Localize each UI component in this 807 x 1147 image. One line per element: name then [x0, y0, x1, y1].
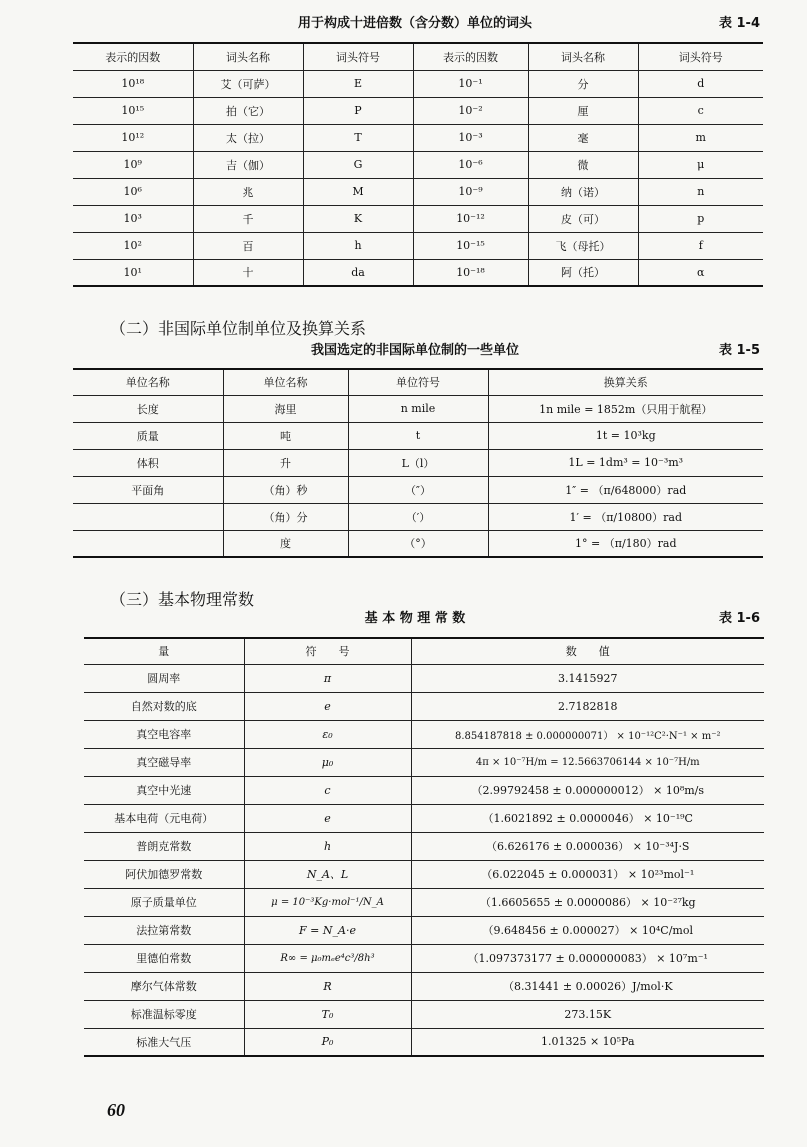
table-cell: 1″ = （π/648000）rad	[488, 476, 763, 503]
table-cell: f	[638, 232, 763, 259]
table-row	[73, 124, 763, 151]
table-cell: 升	[223, 449, 348, 476]
table-1-5-caption	[70, 340, 760, 362]
table-row	[84, 804, 764, 832]
header-cell: 词头符号	[638, 43, 763, 70]
table-cell: E	[303, 70, 413, 97]
table-cell: h	[303, 232, 413, 259]
table-cell: G	[303, 151, 413, 178]
table-cell: 微	[528, 151, 638, 178]
table-cell: 273.15K	[411, 1000, 764, 1028]
table-cell: 3.1415927	[411, 664, 764, 692]
table-cell: 10³	[73, 205, 193, 232]
table-row	[73, 395, 763, 422]
header-cell: 词头名称	[193, 43, 303, 70]
table-cell: 兆	[193, 178, 303, 205]
header-cell: 符 号	[244, 638, 411, 664]
table-cell	[73, 503, 223, 530]
header-cell: 表示的因数	[413, 43, 528, 70]
table-cell: 10²	[73, 232, 193, 259]
table-cell: 1t = 10³kg	[488, 422, 763, 449]
table-cell: P	[303, 97, 413, 124]
table-row	[84, 720, 764, 748]
table-cell: 10⁻¹⁸	[413, 259, 528, 286]
table-cell: T	[303, 124, 413, 151]
table-1-6-number: 表 1-6	[718, 611, 760, 626]
table-row	[73, 232, 763, 259]
table-cell: e	[244, 804, 411, 832]
table-cell: K	[303, 205, 413, 232]
table-cell: n	[638, 178, 763, 205]
table-cell: c	[638, 97, 763, 124]
table-cell: P₀	[244, 1028, 411, 1056]
header-cell: 单位名称	[223, 369, 348, 395]
table-cell: 10¹²	[73, 124, 193, 151]
table-cell: 1′ = （π/10800）rad	[488, 503, 763, 530]
table-cell: 飞（母托）	[528, 232, 638, 259]
table-cell: 真空中光速	[84, 776, 244, 804]
table-row	[73, 476, 763, 503]
table-cell: t	[348, 422, 488, 449]
table-1-5-title: 我国选定的非国际单位制的一些单位	[310, 343, 519, 358]
table-header-row	[84, 638, 764, 664]
table-header-row	[73, 43, 763, 70]
table-row	[84, 664, 764, 692]
table-cell: R	[244, 972, 411, 1000]
table-cell: 10⁻⁶	[413, 151, 528, 178]
table-cell: 基本电荷（元电荷）	[84, 804, 244, 832]
table-cell: π	[244, 664, 411, 692]
section-3-heading: （三）基本物理常数	[110, 590, 255, 609]
table-row	[84, 972, 764, 1000]
table-cell: 1n mile = 1852m（只用于航程）	[488, 395, 763, 422]
table-row	[73, 530, 763, 557]
table-row	[84, 832, 764, 860]
table-1-6-title: 基 本 物 理 常 数	[364, 611, 466, 626]
table-cell: 百	[193, 232, 303, 259]
table-cell: 法拉第常数	[84, 916, 244, 944]
table-cell: 标准大气压	[84, 1028, 244, 1056]
table-cell: （角）秒	[223, 476, 348, 503]
table-cell: T₀	[244, 1000, 411, 1028]
table-cell: （2.99792458 ± 0.000000012） × 10⁸m/s	[411, 776, 764, 804]
table-row	[84, 944, 764, 972]
header-cell: 量	[84, 638, 244, 664]
table-1-6-caption	[70, 608, 760, 630]
table-cell: μ = 10⁻³Kg·mol⁻¹/N_A	[244, 888, 411, 916]
table-cell: （1.6021892 ± 0.0000046） × 10⁻¹⁹C	[411, 804, 764, 832]
table-1-6	[84, 637, 764, 1057]
table-cell: 分	[528, 70, 638, 97]
table-cell: （6.022045 ± 0.000031） × 10²³mol⁻¹	[411, 860, 764, 888]
table-cell: 10¹⁵	[73, 97, 193, 124]
table-row	[73, 205, 763, 232]
table-cell: 十	[193, 259, 303, 286]
table-row	[84, 748, 764, 776]
table-cell: 10¹	[73, 259, 193, 286]
table-cell: 毫	[528, 124, 638, 151]
table-cell: n mile	[348, 395, 488, 422]
table-cell: 10¹⁸	[73, 70, 193, 97]
page-number: 60	[107, 1100, 125, 1120]
table-cell: （角）分	[223, 503, 348, 530]
table-cell: h	[244, 832, 411, 860]
table-cell: （1.6605655 ± 0.0000086） × 10⁻²⁷kg	[411, 888, 764, 916]
table-cell: L（l）	[348, 449, 488, 476]
table-cell: 长度	[73, 395, 223, 422]
table-cell: 10⁻¹²	[413, 205, 528, 232]
table-cell: 真空磁导率	[84, 748, 244, 776]
table-1-4-number: 表 1-4	[718, 16, 760, 31]
table-cell: 质量	[73, 422, 223, 449]
table-row	[73, 422, 763, 449]
table-row	[84, 1028, 764, 1056]
table-cell: 10⁹	[73, 151, 193, 178]
table-cell: m	[638, 124, 763, 151]
table-1-5	[73, 368, 763, 558]
table-cell: 太（拉）	[193, 124, 303, 151]
table-cell: 纳（诺）	[528, 178, 638, 205]
table-cell: 艾（可萨）	[193, 70, 303, 97]
table-cell: p	[638, 205, 763, 232]
table-cell: 拍（它）	[193, 97, 303, 124]
table-cell: 标准温标零度	[84, 1000, 244, 1028]
table-cell: 阿伏加德罗常数	[84, 860, 244, 888]
table-cell: 平面角	[73, 476, 223, 503]
table-cell: e	[244, 692, 411, 720]
table-cell: d	[638, 70, 763, 97]
table-cell: 真空电容率	[84, 720, 244, 748]
table-cell: M	[303, 178, 413, 205]
table-row	[84, 776, 764, 804]
table-cell: （1.097373177 ± 0.000000083） × 10⁷m⁻¹	[411, 944, 764, 972]
table-cell: 10⁶	[73, 178, 193, 205]
header-cell: 词头名称	[528, 43, 638, 70]
table-cell: 摩尔气体常数	[84, 972, 244, 1000]
header-cell: 词头符号	[303, 43, 413, 70]
table-cell: 普朗克常数	[84, 832, 244, 860]
table-row	[73, 151, 763, 178]
table-cell: （8.31441 ± 0.00026）J/mol·K	[411, 972, 764, 1000]
header-cell: 表示的因数	[73, 43, 193, 70]
table-cell: 原子质量单位	[84, 888, 244, 916]
table-cell: ε₀	[244, 720, 411, 748]
table-cell: 10⁻³	[413, 124, 528, 151]
header-cell: 单位符号	[348, 369, 488, 395]
table-cell: c	[244, 776, 411, 804]
table-cell: 海里	[223, 395, 348, 422]
table-cell: 自然对数的底	[84, 692, 244, 720]
table-cell: 里德伯常数	[84, 944, 244, 972]
table-1-4	[73, 42, 763, 287]
table-1-5-number: 表 1-5	[718, 343, 760, 358]
table-cell: 1.01325 × 10⁵Pa	[411, 1028, 764, 1056]
table-row	[84, 916, 764, 944]
section-2-heading: （二）非国际单位制单位及换算关系	[110, 319, 367, 338]
table-row	[84, 888, 764, 916]
table-row	[84, 1000, 764, 1028]
table-cell: 8.854187818 ± 0.000000071） × 10⁻¹²C²·N⁻¹ × m⁻²	[411, 720, 764, 748]
table-cell: 圆周率	[84, 664, 244, 692]
table-cell: （6.626176 ± 0.000036） × 10⁻³⁴J·S	[411, 832, 764, 860]
table-cell: 厘	[528, 97, 638, 124]
table-row	[73, 178, 763, 205]
table-cell: 吉（伽）	[193, 151, 303, 178]
table-cell: 1° = （π/180）rad	[488, 530, 763, 557]
table-cell: （9.648456 ± 0.000027） × 10⁴C/mol	[411, 916, 764, 944]
table-1-4-title: 用于构成十进倍数（含分数）单位的词头	[297, 16, 532, 31]
table-cell: R∞ = μ₀mₑe⁴c³/8h³	[244, 944, 411, 972]
table-row	[73, 97, 763, 124]
table-row	[84, 692, 764, 720]
table-cell: da	[303, 259, 413, 286]
table-cell: 千	[193, 205, 303, 232]
table-cell: 皮（可）	[528, 205, 638, 232]
table-cell: N_A、L	[244, 860, 411, 888]
table-cell: α	[638, 259, 763, 286]
table-cell: 10⁻¹	[413, 70, 528, 97]
table-header-row	[73, 369, 763, 395]
table-cell: μ₀	[244, 748, 411, 776]
table-1-4-caption	[70, 13, 760, 35]
table-cell: （′）	[348, 503, 488, 530]
table-cell: 度	[223, 530, 348, 557]
table-row	[73, 449, 763, 476]
table-cell: 10⁻¹⁵	[413, 232, 528, 259]
table-cell: 体积	[73, 449, 223, 476]
table-cell	[73, 530, 223, 557]
table-cell: （°）	[348, 530, 488, 557]
table-cell: （″）	[348, 476, 488, 503]
header-cell: 单位名称	[73, 369, 223, 395]
table-cell: 吨	[223, 422, 348, 449]
table-row	[73, 259, 763, 286]
table-cell: 10⁻²	[413, 97, 528, 124]
table-cell: 4π × 10⁻⁷H/m = 12.5663706144 × 10⁻⁷H/m	[411, 748, 764, 776]
table-cell: 10⁻⁹	[413, 178, 528, 205]
header-cell: 数 值	[411, 638, 764, 664]
table-row	[73, 503, 763, 530]
table-row	[73, 70, 763, 97]
table-row	[84, 860, 764, 888]
table-cell: μ	[638, 151, 763, 178]
header-cell: 换算关系	[488, 369, 763, 395]
table-cell: F = N_A·e	[244, 916, 411, 944]
table-cell: 2.7182818	[411, 692, 764, 720]
table-cell: 阿（托）	[528, 259, 638, 286]
table-cell: 1L = 1dm³ = 10⁻³m³	[488, 449, 763, 476]
